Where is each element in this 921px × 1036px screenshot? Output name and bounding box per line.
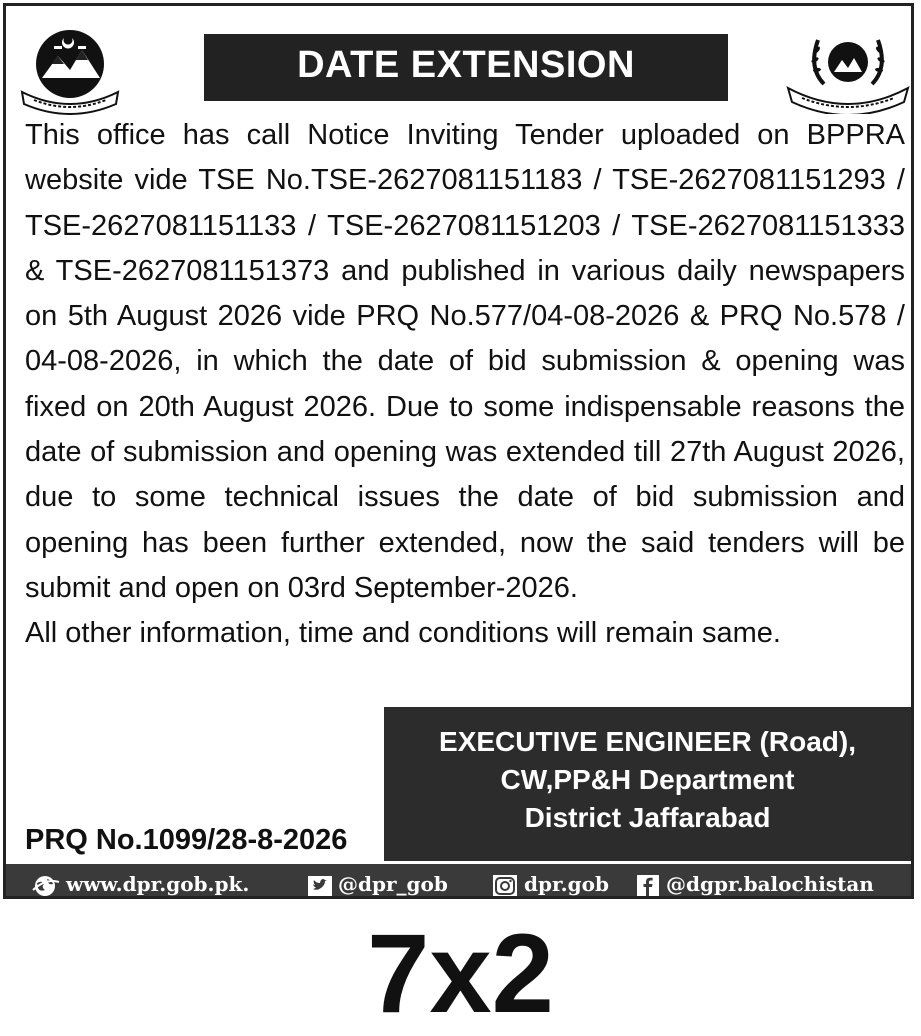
footer-website-text: www.dpr.gob.pk. <box>66 872 250 896</box>
facebook-icon <box>636 874 660 898</box>
advertisement-frame <box>3 3 914 899</box>
twitter-icon <box>308 875 332 897</box>
signature-department: CW,PP&H Department <box>500 764 795 795</box>
instagram-icon <box>492 874 518 898</box>
signature-block <box>384 707 911 861</box>
signature-designation: EXECUTIVE ENGINEER (Road), <box>439 726 856 757</box>
footer-website <box>32 870 249 898</box>
footer-instagram <box>492 870 609 898</box>
footer-twitter <box>308 870 448 898</box>
footer-instagram-text: dpr.gob <box>524 872 609 896</box>
footer-bar <box>6 864 911 899</box>
dgpr-emblem-icon <box>784 28 912 114</box>
footer-facebook <box>636 870 874 898</box>
balochistan-emblem-icon <box>18 20 122 118</box>
globe-icon <box>32 874 60 898</box>
signature-district: District Jaffarabad <box>524 802 771 833</box>
ad-size-label: 7x2 <box>367 911 554 1036</box>
footer-twitter-text: @dpr_gob <box>338 872 448 896</box>
notice-closing: All other information, time and conditions will remain same. <box>25 617 781 650</box>
notice-paragraph: This office has call Notice Inviting Tender uploaded on BPPRA website vide TSE No.TSE-2627081151183 / TSE-2627081151293 / TSE-2627081151133 / TSE-2627081151203 / TSE-2627081151333 & TSE-2627081151373 and published in various daily newspapers on 5th August 2026 vide PRQ No.577/04-08-2026 & PRQ No.578 / 04-08-2026, in which the date of bid submission & opening was fixed on 20th August 2026. Due to some indispensable reasons the date of submission and opening was extended till 27th August 2026, due to some technical issues the date of bid submission and opening has been further extended, now the said tenders will be submit and open on 03rd September-2026. <box>25 119 905 604</box>
footer-facebook-text: @dgpr.balochistan <box>666 872 874 896</box>
notice-title: DATE EXTENSION <box>204 34 728 101</box>
notice-body <box>25 113 905 657</box>
prq-number: PRQ No.1099/28-8-2026 <box>25 824 348 856</box>
